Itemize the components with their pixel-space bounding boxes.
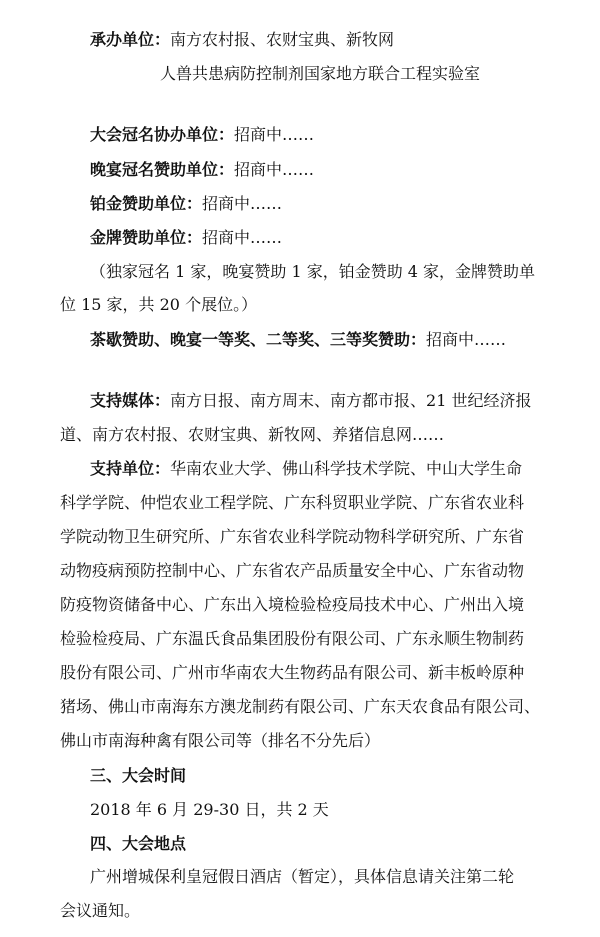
- conference-time: 2018 年 6 月 29-30 日，共 2 天: [90, 800, 329, 819]
- media-line-1: 支持媒体：南方日报、南方周末、南方都市报、21 世纪经济报: [90, 391, 532, 410]
- sponsor-title-co-organizer: 大会冠名协办单位：招商中……: [90, 125, 315, 144]
- support-last-line: 佛山市南海种禽有限公司等（排名不分先后）: [60, 731, 381, 750]
- support-line: 检验检疫局、广东温氏食品集团股份有限公司、广东永顺生物制药: [60, 629, 525, 648]
- media-line-2: 道、南方农村报、农财宝典、新牧网、养猪信息网……: [60, 425, 445, 444]
- support-line: 猪场、佛山市南海东方澳龙制药有限公司、广东天农食品有限公司、: [60, 697, 541, 716]
- organizers-line-2: 人兽共患病防控制剂国家地方联合工程实验室: [160, 64, 481, 83]
- sponsor-note-line-1: （独家冠名 1 家，晚宴赞助 1 家，铂金赞助 4 家，金牌赞助单: [90, 262, 536, 281]
- venue-line-2: 会议通知。: [60, 901, 141, 920]
- organizers-label: 承办单位：: [90, 30, 171, 49]
- venue-line-1: 广州增城保利皇冠假日酒店（暂定），具体信息请关注第二轮: [90, 867, 515, 886]
- sponsor-dinner-title: 晚宴冠名赞助单位：招商中……: [90, 160, 315, 179]
- sponsor-platinum: 铂金赞助单位：招商中……: [90, 194, 283, 213]
- support-line: 股份有限公司、广州市华南农大生物药品有限公司、新丰板岭原种: [60, 663, 525, 682]
- support-line: 科学学院、仲恺农业工程学院、广东科贸职业学院、广东省农业科: [60, 493, 525, 512]
- sponsor-gold: 金牌赞助单位：招商中……: [90, 228, 283, 247]
- support-line: 动物疫病预防控制中心、广东省农产品质量安全中心、广东省动物: [60, 561, 525, 580]
- support-line: 学院动物卫生研究所、广东省农业科学院动物科学研究所、广东省: [60, 527, 525, 546]
- section-heading-time: 三、大会时间: [90, 766, 187, 785]
- section-heading-venue: 四、大会地点: [90, 834, 187, 853]
- tea-sponsor: 茶歇赞助、晚宴一等奖、二等奖、三等奖赞助：招商中……: [90, 330, 507, 349]
- support-line-1: 支持单位：华南农业大学、佛山科学技术学院、中山大学生命: [90, 459, 523, 478]
- sponsor-note-line-2: 位 15 家，共 20 个展位。）: [60, 295, 258, 314]
- organizers-line-1: 承办单位：南方农村报、农财宝典、新牧网: [90, 30, 395, 49]
- support-line: 防疫物资储备中心、广东出入境检验检疫局技术中心、广州出入境: [60, 595, 525, 614]
